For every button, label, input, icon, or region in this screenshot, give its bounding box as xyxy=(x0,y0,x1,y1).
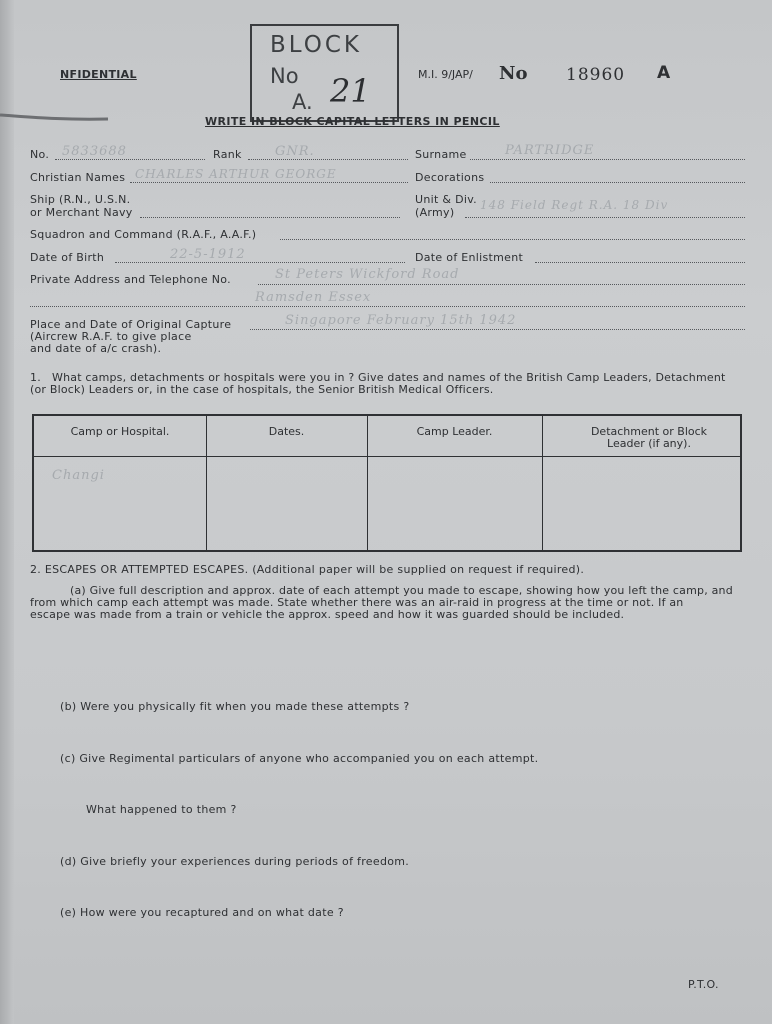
instruction-heading: WRITE IN BLOCK CAPITAL LETTERS IN PENCIL xyxy=(205,115,500,128)
page-edge xyxy=(0,0,14,1024)
address-line-1 xyxy=(258,284,745,285)
capture-line xyxy=(250,329,745,330)
capture-label-1: Place and Date of Original Capture xyxy=(30,318,232,331)
column-detachment-leader: Detachment or Block Leader (if any). xyxy=(590,425,708,450)
no-value: 5833688 xyxy=(62,144,127,159)
rank-value: GNR. xyxy=(275,144,315,159)
q1-text-line-1: What camps, detachments or hospitals were you in ? Give dates and names of the British Camp Leaders, Detachment xyxy=(52,371,726,384)
address-value-2: Ramsden Essex xyxy=(255,290,372,305)
stamp-letter-text: A. xyxy=(292,90,313,114)
q2-e-text: (e) How were you recaptured and on what date ? xyxy=(60,906,344,919)
q2-c-sub-text: What happened to them ? xyxy=(86,803,237,816)
camps-table xyxy=(32,414,742,552)
form-suffix: A xyxy=(657,63,671,83)
dob-label: Date of Birth xyxy=(30,251,105,264)
ship-label-2: or Merchant Navy xyxy=(30,206,133,219)
q1-text-line-2: (or Block) Leaders or, in the case of hospitals, the Senior British Medical Officers. xyxy=(30,383,494,396)
surname-line xyxy=(470,159,745,160)
unit-line xyxy=(465,217,745,218)
form-number: 18960 xyxy=(566,65,626,85)
address-value-1: St Peters Wickford Road xyxy=(275,267,460,282)
surname-label: Surname xyxy=(415,148,467,161)
q2-b-text: (b) Were you physically fit when you made these attempts ? xyxy=(60,700,410,713)
address-label: Private Address and Telephone No. xyxy=(30,273,231,286)
ship-label-1: Ship (R.N., U.S.N. xyxy=(30,193,131,206)
q2-a-line-2: from which camp each attempt was made. State whether there was an air-raid in progress at the time or not. If an xyxy=(30,596,684,609)
decorations-line xyxy=(490,182,745,183)
camp-cell-value: Changi xyxy=(52,468,105,483)
binding-thread-icon xyxy=(0,112,110,122)
column-camp-or-hospital: Camp or Hospital. xyxy=(70,425,170,438)
enlistment-label: Date of Enlistment xyxy=(415,251,524,264)
stamp-block-text: BLOCK xyxy=(270,32,363,58)
dob-value: 22-5-1912 xyxy=(170,247,246,262)
unit-label-1: Unit & Div. xyxy=(415,193,477,206)
confidential-label: NFIDENTIAL xyxy=(60,68,137,81)
q2-a-line-3: escape was made from a train or vehicle the approx. speed and how it was guarded should be included. xyxy=(30,608,625,621)
q2-d-text: (d) Give briefly your experiences during periods of freedom. xyxy=(60,855,410,868)
capture-label-3: and date of a/c crash). xyxy=(30,342,162,355)
no-line xyxy=(55,159,205,160)
mi-reference: M.I. 9/JAP/ xyxy=(418,68,473,81)
capture-label-2: (Aircrew R.A.F. to give place xyxy=(30,330,192,343)
address-line-2 xyxy=(30,306,745,307)
rank-label: Rank xyxy=(213,148,242,161)
q2-c-text: (c) Give Regimental particulars of anyone who accompanied you on each attempt. xyxy=(60,752,539,765)
table-divider xyxy=(542,416,543,550)
capture-value: Singapore February 15th 1942 xyxy=(285,313,517,328)
decorations-label: Decorations xyxy=(415,171,485,184)
surname-value: PARTRIDGE xyxy=(505,143,595,158)
squadron-line xyxy=(280,239,745,240)
q1-number: 1. xyxy=(30,371,41,384)
dob-line xyxy=(115,262,405,263)
ship-line xyxy=(140,217,400,218)
q1-text xyxy=(30,372,750,396)
stamp-number-text: No xyxy=(270,64,299,88)
stamp-handwritten-number: 21 xyxy=(330,72,371,110)
column-dates: Dates. xyxy=(268,425,305,438)
number-label: No xyxy=(499,63,528,84)
squadron-label: Squadron and Command (R.A.F., A.A.F.) xyxy=(30,228,257,241)
rank-line xyxy=(248,159,408,160)
q2-a-line-1: (a) Give full description and approx. date of each attempt you made to escape, showing how you left the camp, and xyxy=(70,584,733,597)
enlistment-line xyxy=(535,262,745,263)
unit-value: 148 Field Regt R.A. 18 Div xyxy=(480,198,669,212)
unit-label-2: (Army) xyxy=(415,206,455,219)
block-stamp xyxy=(250,24,399,122)
christian-names-label: Christian Names xyxy=(30,171,126,184)
q2-heading: 2. ESCAPES OR ATTEMPTED ESCAPES. (Additional paper will be supplied on request if required). xyxy=(30,563,585,576)
pto-label: P.T.O. xyxy=(688,978,719,991)
q2-a-text xyxy=(30,585,750,621)
christian-names-line xyxy=(130,182,408,183)
no-label: No. xyxy=(30,148,50,161)
christian-names-value: CHARLES ARTHUR GEORGE xyxy=(135,167,337,181)
column-camp-leader: Camp Leader. xyxy=(416,425,493,438)
